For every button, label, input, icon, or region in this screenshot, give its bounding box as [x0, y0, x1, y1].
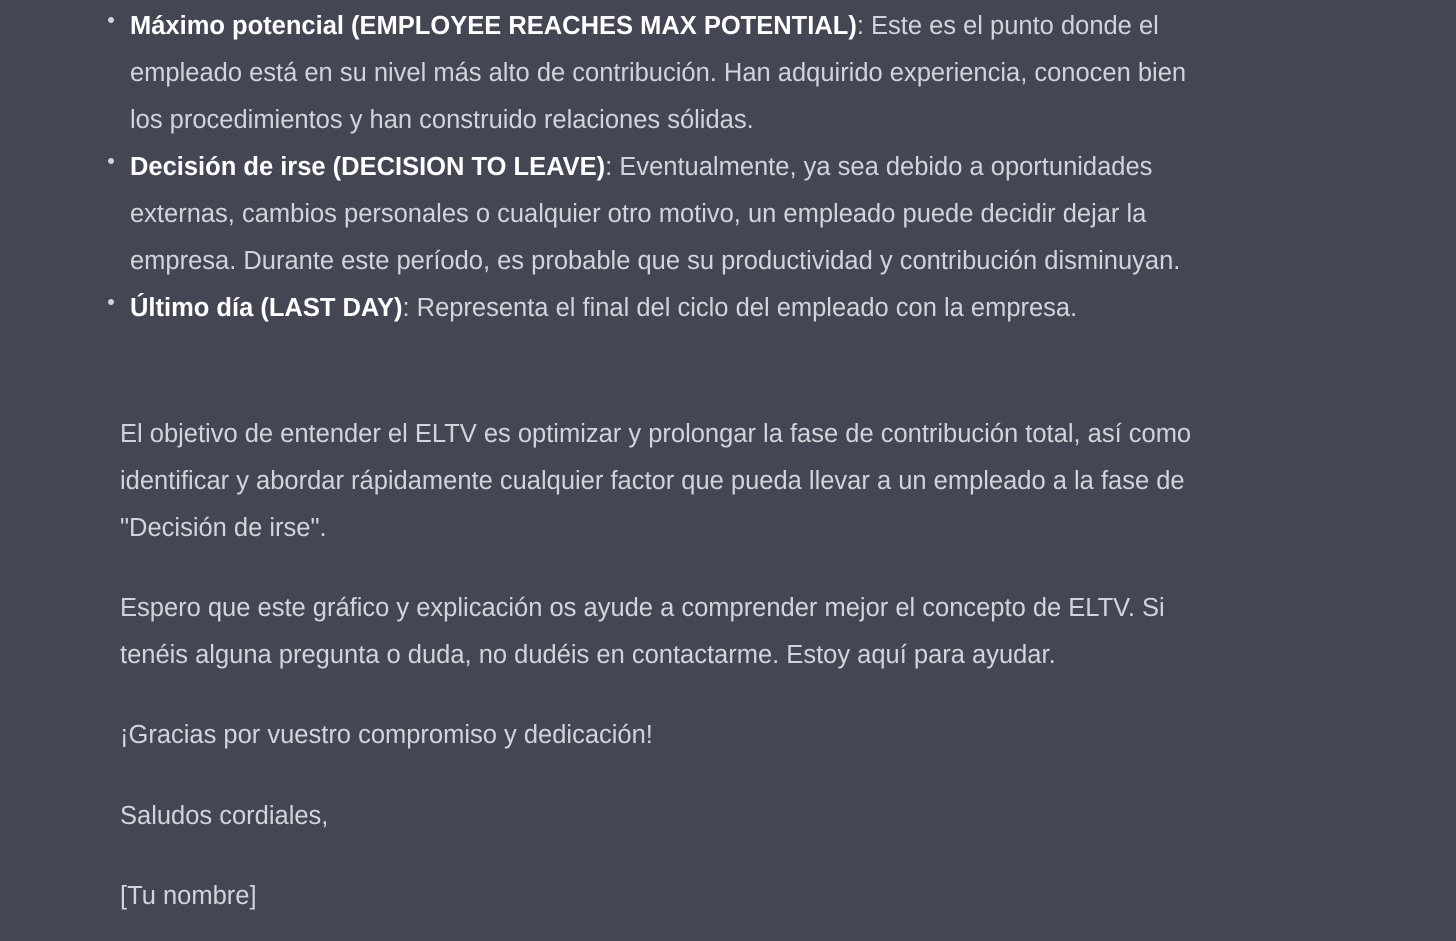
- list-item-last-day: [130, 285, 1215, 332]
- list-item-decision-to-leave: [130, 144, 1215, 285]
- signature-paragraph: [Tu nombre]: [120, 882, 257, 910]
- list-item-text: : Este es el punto donde el empleado está en su nivel más alto de contribución. Han adquirido experiencia, conocen bien los procedimientos y han construido relaciones sólidas.: [130, 12, 1187, 134]
- list-item-max-potential: [130, 3, 1215, 144]
- thanks-paragraph: ¡Gracias por vuestro compromiso y dedicación!: [120, 721, 653, 749]
- bullet-icon: [108, 299, 114, 305]
- bullet-icon: [108, 158, 114, 164]
- list-item-term: Último día (LAST DAY): [130, 294, 403, 322]
- objective-paragraph: El objetivo de entender el ELTV es optimizar y prolongar la fase de contribución total, así como identificar y abordar rápidamente cualquier factor que pueda llevar a un empleado a la fase de "Decisión de irse".: [120, 420, 1192, 542]
- closing-paragraph: Saludos cordiales,: [120, 802, 329, 830]
- list-item-term: Máximo potencial (EMPLOYEE REACHES MAX POTENTIAL): [130, 12, 857, 40]
- bullet-icon: [108, 17, 114, 23]
- hope-paragraph: Espero que este gráfico y explicación os ayude a comprender mejor el concepto de ELTV. Si tenéis alguna pregunta o duda, no dudéis en contactarme. Estoy aquí para ayudar.: [120, 594, 1165, 669]
- list-item-term: Decisión de irse (DECISION TO LEAVE): [130, 153, 606, 181]
- list-item-text: : Eventualmente, ya sea debido a oportunidades externas, cambios personales o cualquier otro motivo, un empleado puede decidir dejar la empresa. Durante este período, es probable que su productividad y contribución disminuyan.: [130, 153, 1181, 275]
- phase-list: [130, 3, 1215, 332]
- list-item-text: : Representa el final del ciclo del empleado con la empresa.: [402, 294, 1078, 322]
